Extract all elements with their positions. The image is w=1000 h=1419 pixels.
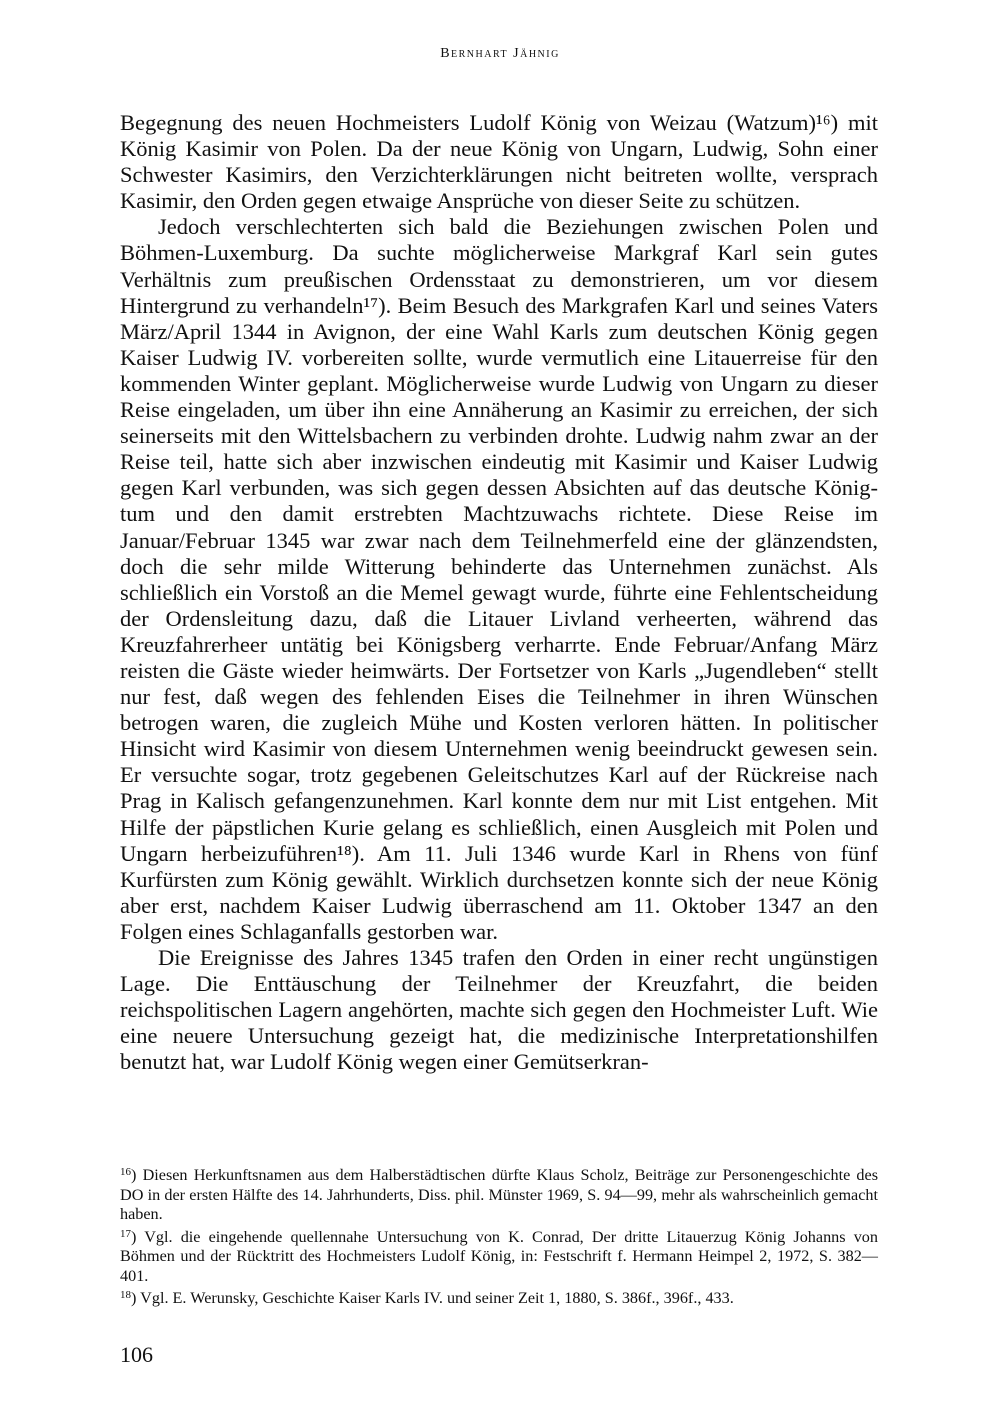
footnote-text: Vgl. die eingehende quellennahe Untersuchung von K. Conrad, Der dritte Litauerzug König Johanns von Böhmen und der Rücktritt des Hochmeisters Ludolf König, in: Festschrift f. Hermann Heimpel 2, 1972, S. 382—401. bbox=[120, 1227, 878, 1285]
footnote: $^{17}$) Vgl. die eingehende quellennahe Untersuchung von K. Conrad, Der dritte Litauerzug König Johanns von Böhmen und der Rücktritt des Hochmeisters Ludolf König, in: Festschrift f. Hermann Heimpel 2, 1972, S. 382—401. bbox=[120, 1227, 878, 1285]
paragraph: Die Ereignisse des Jahres 1345 trafen den Orden in einer recht ungünstigen Lage. Die Enttäuschung der Teilnehmer der Kreuzfahrt, die beiden reichspolitischen Lagern angehörten, machte sich gegen den Hochmeister Luft. Wie eine neuere Untersuchung gezeigt hat, die medizinische Interpretationshilfen benutzt hat, war Ludolf König wegen einer Gemütserkran- bbox=[120, 945, 878, 1075]
paragraph: Jedoch verschlechterten sich bald die Beziehungen zwischen Polen und Böhmen-Luxemburg. Da suchte möglicherweise Markgraf Karl sein gutes Verhältnis zum preußischen Ordensstaat zu demonstrieren, um vor diesem Hintergrund zu verhandeln¹⁷). Beim Besuch des Markgrafen Karl und seines Vaters März/April 1344 in Avignon, der eine Wahl Karls zum deutschen König gegen Kaiser Ludwig IV. vorbereiten sollte, wurde vermutlich eine Litauerreise für den kommenden Winter geplant. Möglicherweise wurde Ludwig von Ungarn zu dieser Reise eingeladen, um über ihn eine Annäherung an Kasimir zu erreichen, der sich seinerseits mit den Wittelsbachern zu verbinden drohte. Ludwig nahm zwar an der Reise teil, hatte sich aber inzwischen eindeutig mit Kasimir und Kaiser Ludwig gegen Karl verbunden, was sich gegen dessen Absichten auf das deutsche Königtum und den damit erstrebten Machtzuwachs richtete. Diese Reise im Januar/Februar 1345 war zwar nach dem Teilnehmerfeld eine der glänzendsten, doch die sehr milde Witterung behinderte das Unternehmen zunächst. Als schließlich ein Vorstoß an die Memel gewagt wurde, führte eine Fehlentscheidung der Ordensleitung dazu, daß die Litauer Livland verheerten, während das Kreuzfahrerheer untätig bei Königsberg verharrte. Ende Februar/Anfang März reisten die Gäste wieder heimwärts. Der Fortsetzer von Karls „Jugendleben“ stellt nur fest, daß wegen des fehlenden Eises die Teilnehmer in ihren Wünschen betrogen waren, die zugleich Mühe und Kosten verloren hätten. In politischer Hinsicht wird Kasimir von diesem Unternehmen wenig beeindruckt gewesen sein. Er versuchte sogar, trotz gegebenen Geleitschutzes Karl auf der Rückreise nach Prag in Kalisch gefangenzunehmen. Karl konnte dem nur mit List entgehen. Mit Hilfe der päpstlichen Kurie gelang es schließlich, einen Ausgleich mit Polen und Ungarn herbeizuführen¹⁸). Am 11. Juli 1346 wurde Karl in Rhens von fünf Kurfürsten zum König gewählt. Wirklich durchsetzen konnte sich der neue König aber erst, nachdem Kaiser Ludwig überraschend am 11. Oktober 1347 an den Folgen eines Schlaganfalls gestorben war. bbox=[120, 214, 878, 944]
footnote-number: 16 bbox=[120, 1166, 131, 1178]
running-head: Bernhart Jähnig bbox=[440, 46, 560, 61]
footnote-text: Vgl. E. Werunsky, Geschichte Kaiser Karls IV. und seiner Zeit 1, 1880, S. 386f., 396f., 433. bbox=[140, 1289, 734, 1307]
page-number: 106 bbox=[120, 1342, 153, 1367]
footnote-number: 17 bbox=[120, 1227, 131, 1240]
footnote-text: Diesen Herkunftsnamen aus dem Halberstädtischen dürfte Klaus Scholz, Beiträge zur Personengeschichte des DO in der ersten Hälfte des 14. Jahrhunderts, Diss. phil. Münster 1969, S. 94—99, mehr als wahrscheinlich gemacht haben. bbox=[120, 1166, 879, 1223]
footnote: $^{18}$) Vgl. E. Werunsky, Geschichte Kaiser Karls IV. und seiner Zeit 1, 1880, S. 386f., 396f., 433. bbox=[120, 1289, 734, 1307]
main-text bbox=[120, 110, 878, 1075]
footnote-number: 18 bbox=[120, 1289, 131, 1301]
footnote: $^{16}$) Diesen Herkunftsnamen aus dem Halberstädtischen dürfte Klaus Scholz, Beiträge zur Personengeschichte des DO in der ersten Hälfte des 14. Jahrhunderts, Diss. phil. Münster 1969, S. 94—99, mehr als wahrscheinlich gemacht haben. bbox=[120, 1166, 879, 1223]
footnotes bbox=[120, 1163, 878, 1309]
paragraph: Begegnung des neuen Hochmeisters Ludolf König von Weizau (Watzum)¹⁶) mit König Kasimir von Polen. Da der neue König von Ungarn, Ludwig, Sohn einer Schwester Kasimirs, den Verzichterklärungen nicht beitreten wollte, versprach Kasimir, den Orden gegen etwaige Ansprüche von dieser Seite zu schützen. bbox=[120, 110, 878, 214]
